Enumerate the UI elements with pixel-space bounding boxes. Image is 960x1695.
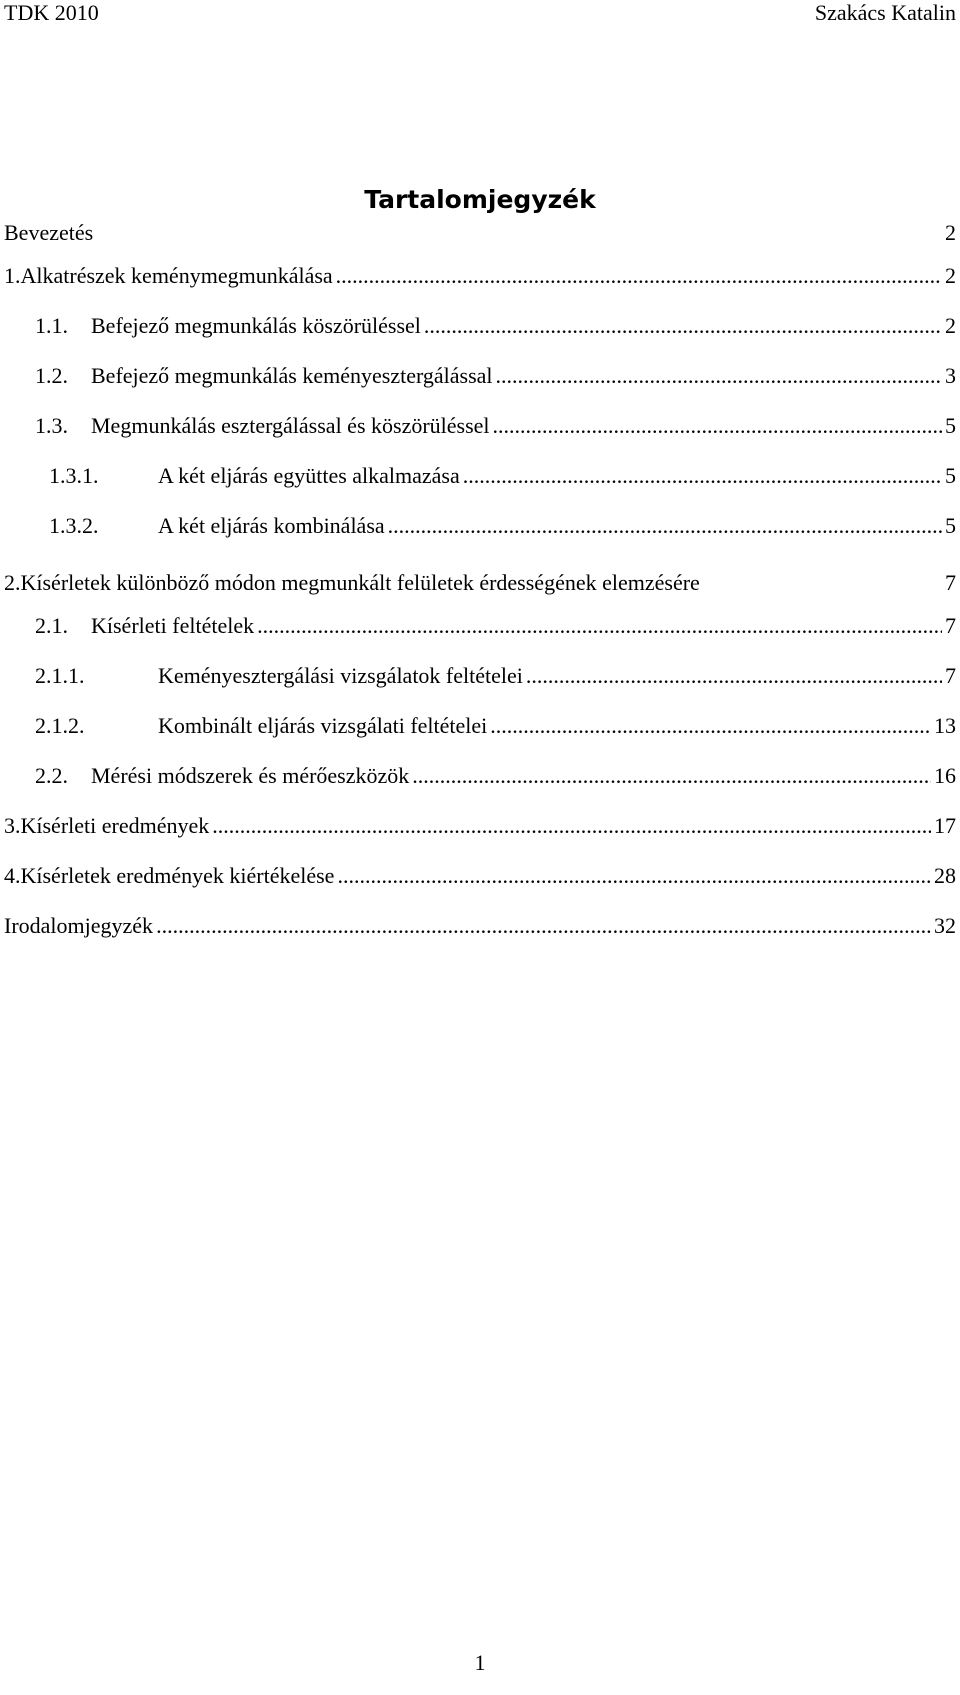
toc-entry-page: 5 xyxy=(945,413,956,438)
toc-dot-leader xyxy=(212,812,931,840)
toc-entry[interactable] xyxy=(4,862,956,890)
toc-entry-page: 28 xyxy=(934,863,956,888)
toc-entry-number: 2.1. xyxy=(35,613,68,638)
toc-entry-page: 2 xyxy=(945,313,956,338)
toc-dot-leader xyxy=(526,662,942,690)
toc-dot-leader xyxy=(96,212,942,240)
toc-entry[interactable] xyxy=(35,712,956,740)
toc-dot-leader xyxy=(336,262,942,290)
toc-entry-label: Bevezetés xyxy=(4,220,94,245)
toc-entry[interactable] xyxy=(35,412,956,440)
toc-entry[interactable] xyxy=(4,812,956,840)
toc-entry-page: 7 xyxy=(945,570,956,595)
toc-entry-number: 3. xyxy=(4,813,21,838)
toc-entry[interactable] xyxy=(35,362,956,390)
toc-entry-number: 1.3.1. xyxy=(49,463,99,488)
toc-dot-leader xyxy=(496,362,942,390)
toc-entry-label: Alkatrészek keménymegmunkálása xyxy=(20,263,333,288)
toc-entry[interactable] xyxy=(49,462,956,490)
toc-entry-label: Kombinált eljárás vizsgálati feltételei xyxy=(158,713,488,738)
running-header-right: Szakács Katalin xyxy=(814,0,956,25)
toc-entry-number: 1.2. xyxy=(35,363,68,388)
toc-entry-label: Megmunkálás esztergálással és köszörüléssel xyxy=(91,413,490,438)
toc-entry-page: 5 xyxy=(945,463,956,488)
toc-entry-page: 32 xyxy=(934,913,956,938)
toc-entry-label: Kísérletek eredmények kiértékelése xyxy=(20,863,335,888)
toc-entry-label: A két eljárás együttes alkalmazása xyxy=(158,463,460,488)
toc-entry-label: Kísérletek különböző módon megmunkált felületek érdességének elemzésére xyxy=(20,570,700,595)
toc-entry[interactable] xyxy=(49,512,956,540)
toc-entry-number: 4. xyxy=(4,863,21,888)
toc-entry-page: 2 xyxy=(945,220,956,245)
toc-entry-number: 1.1. xyxy=(35,313,68,338)
toc-entry[interactable] xyxy=(35,762,956,790)
toc-dot-leader xyxy=(703,562,942,590)
toc-entry-label: Befejező megmunkálás keményesztergálással xyxy=(91,363,493,388)
toc-dot-leader xyxy=(493,412,942,440)
toc-entry-page: 2 xyxy=(945,263,956,288)
toc-entry-label: Befejező megmunkálás köszörüléssel xyxy=(91,313,421,338)
toc-entry[interactable] xyxy=(4,562,956,595)
toc-entry[interactable] xyxy=(35,662,956,690)
toc-entry-number: 2. xyxy=(4,570,21,595)
toc-entry-label: Mérési módszerek és mérőeszközök xyxy=(91,763,410,788)
toc-entry[interactable] xyxy=(4,212,956,245)
toc-entry-label: Keményesztergálási vizsgálatok feltételei xyxy=(158,663,523,688)
toc-dot-leader xyxy=(490,712,931,740)
toc-entry-page: 17 xyxy=(934,813,956,838)
toc-dot-leader xyxy=(412,762,931,790)
toc-entry-number: 1. xyxy=(4,263,21,288)
toc-entry-page: 7 xyxy=(945,663,956,688)
toc-entry[interactable] xyxy=(4,262,956,290)
page-title: Tartalomjegyzék xyxy=(364,185,596,214)
toc-entry[interactable] xyxy=(4,912,956,940)
toc-entry[interactable] xyxy=(35,612,956,640)
toc-entry-number: 1.3.2. xyxy=(49,513,99,538)
toc-entry-number: 2.1.1. xyxy=(35,663,85,688)
toc-dot-leader xyxy=(337,862,931,890)
toc-entry-number: 1.3. xyxy=(35,413,68,438)
toc-dot-leader xyxy=(463,462,942,490)
toc-entry-label: Kísérleti eredmények xyxy=(20,813,210,838)
toc-entry-page: 5 xyxy=(945,513,956,538)
toc-dot-leader xyxy=(424,312,942,340)
toc-entry-number: 2.2. xyxy=(35,763,68,788)
toc-dot-leader xyxy=(156,912,931,940)
toc-entry-page: 3 xyxy=(945,363,956,388)
toc-entry-page: 13 xyxy=(934,713,956,738)
toc-dot-leader xyxy=(257,612,942,640)
page-number: 1 xyxy=(474,1650,486,1675)
toc-entry-label: Kísérleti feltételek xyxy=(91,613,255,638)
toc-dot-leader xyxy=(388,512,942,540)
toc-entry-label: Irodalomjegyzék xyxy=(4,913,154,938)
toc-entry[interactable] xyxy=(35,312,956,340)
toc-entry-label: A két eljárás kombinálása xyxy=(158,513,385,538)
toc-entry-page: 7 xyxy=(945,613,956,638)
toc-entry-page: 16 xyxy=(934,763,956,788)
running-header-left: TDK 2010 xyxy=(4,0,99,25)
toc-entry-number: 2.1.2. xyxy=(35,713,85,738)
